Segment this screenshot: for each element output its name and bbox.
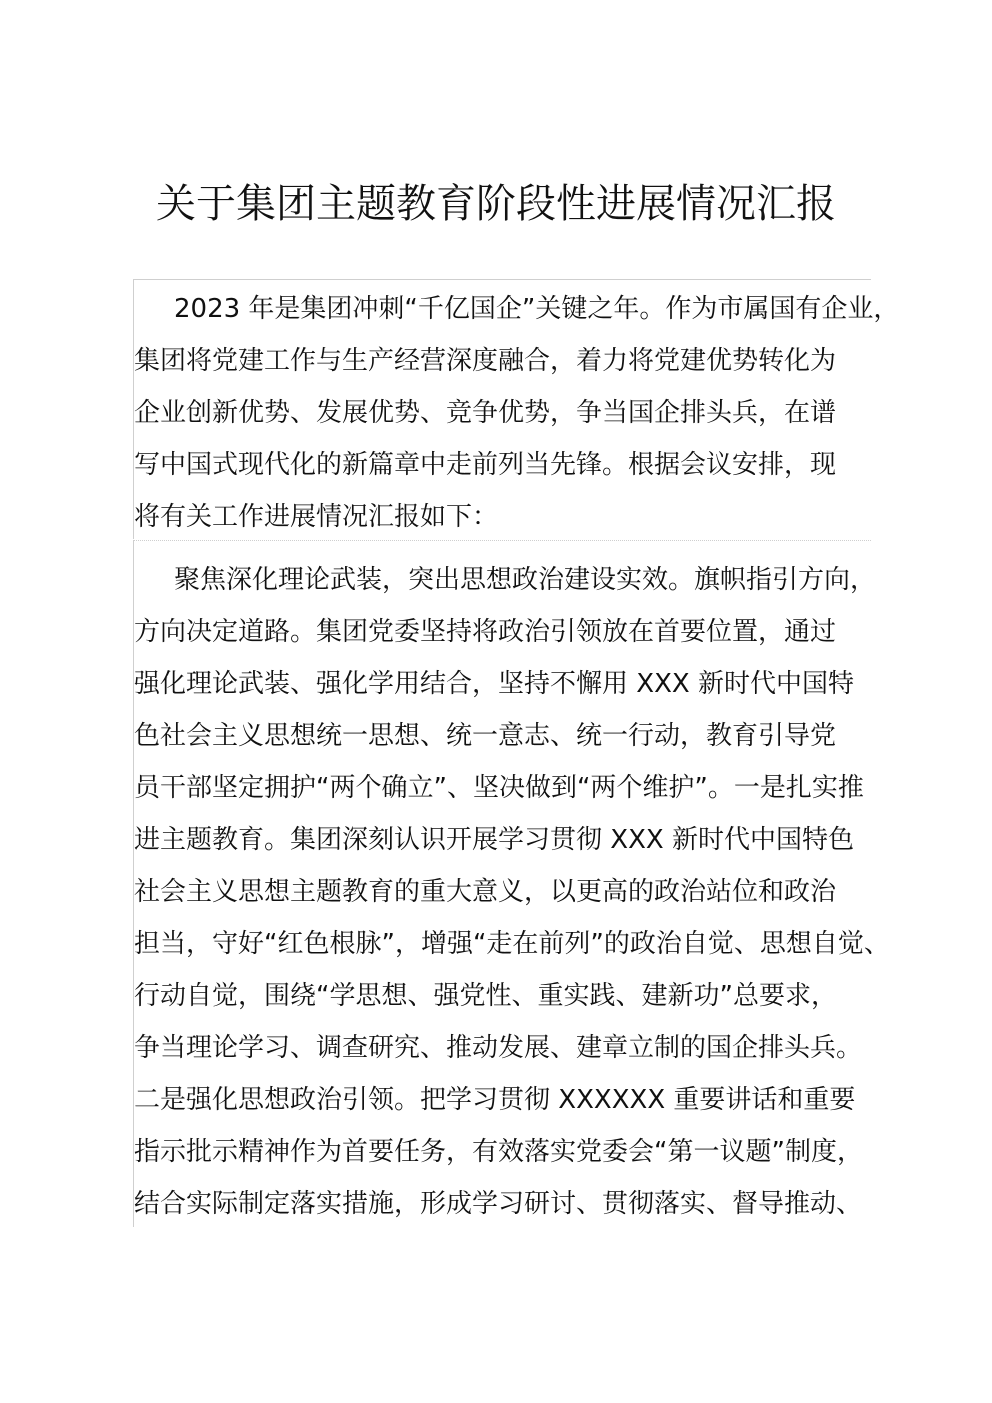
text-line: 将有关工作进展情况汇报如下： xyxy=(134,502,499,532)
text-line: 指示批示精神作为首要任务，有效落实党委会“第一议题”制度， xyxy=(134,1137,863,1167)
text-line: 企业创新优势、发展优势、竞争优势，争当国企排头兵，在谱 xyxy=(134,398,837,428)
text-line: 强化理论武装、强化学用结合，坚持不懈用 XXX 新时代中国特 xyxy=(134,669,854,699)
text-line: 二是强化思想政治引领。把学习贯彻 XXXXXX 重要讲话和重要 xyxy=(134,1085,856,1115)
text-line: 进主题教育。集团深刻认识开展学习贯彻 XXX 新时代中国特色 xyxy=(134,825,854,855)
text-line: 社会主义思想主题教育的重大意义，以更高的政治站位和政治 xyxy=(134,877,837,907)
text-line: 聚焦深化理论武装，突出思想政治建设实效。旗帜指引方向， xyxy=(174,565,877,595)
text-line: 结合实际制定落实措施，形成学习研讨、贯彻落实、督导推动、 xyxy=(134,1189,863,1219)
text-line: 争当理论学习、调查研究、推动发展、建章立制的国企排头兵。 xyxy=(134,1033,863,1063)
text-line: 2023 年是集团冲刺“千亿国企”关键之年。作为市属国有企业， xyxy=(174,294,900,324)
text-line: 员干部坚定拥护“两个确立”、坚决做到“两个维护”。一是扎实推 xyxy=(134,773,864,803)
text-line: 担当，守好“红色根脉”，增强“走在前列”的政治自觉、思想自觉、 xyxy=(134,929,890,959)
text-line: 色社会主义思想统一思想、统一意志、统一行动，教育引导党 xyxy=(134,721,837,751)
text-line: 集团将党建工作与生产经营深度融合，着力将党建优势转化为 xyxy=(134,346,837,376)
text-line: 写中国式现代化的新篇章中走前列当先锋。根据会议安排，现 xyxy=(134,450,837,480)
body-paragraph xyxy=(133,540,890,1227)
page-title: 关于集团主题教育阶段性进展情况汇报 xyxy=(156,181,836,227)
text-line: 行动自觉，围绕“学思想、强党性、重实践、建新功”总要求， xyxy=(134,981,837,1011)
intro-paragraph xyxy=(133,279,900,539)
text-line: 方向决定道路。集团党委坚持将政治引领放在首要位置，通过 xyxy=(134,617,837,647)
